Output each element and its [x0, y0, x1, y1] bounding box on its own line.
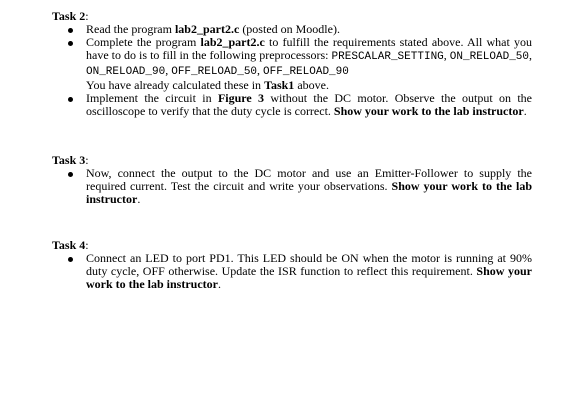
task-2-bullet-3 — [52, 92, 532, 118]
task-2-bullet-3-show-work: Show your work to the lab instructor — [333, 104, 524, 118]
task-3-bullet-1 — [52, 167, 532, 206]
macro-off-reload-90: OFF_RELOAD_90 — [263, 66, 349, 78]
task-2-bullet-2-file: lab2_part2.c — [200, 35, 265, 49]
task-2-bullet-1-post: (posted on Moodle). — [239, 22, 340, 36]
task-2-bullet-2 — [52, 36, 532, 92]
task-4-bullet-1-pre: Connect an LED to port PD1. This LED should be ON when the motor is running at 90% duty cycle, OFF otherwise. Update the ISR function to reflect this requirement. — [86, 251, 532, 278]
task-2-sep-2: , — [529, 48, 533, 62]
task-4-bullet-1-post: . — [218, 277, 221, 291]
task-4-title-text: Task 4 — [52, 238, 86, 252]
bullet-icon — [68, 257, 73, 262]
task-2-title-text: Task 2 — [52, 9, 86, 23]
task-2-title-colon: : — [85, 9, 89, 23]
bullet-icon — [68, 97, 73, 102]
task-4-bullet-list — [52, 252, 532, 291]
task-2-bullet-2-pre: Complete the program — [86, 35, 201, 49]
task-2-bullet-list — [52, 23, 532, 118]
bullet-icon — [68, 28, 73, 33]
task-3-bullet-1-post: . — [137, 192, 141, 206]
macro-on-reload-50: ON_RELOAD_50 — [449, 51, 530, 63]
task-2-bullet-2-line2-post: above. — [294, 78, 329, 92]
task-4-title-colon: : — [85, 238, 89, 252]
task-2-sep-1: , — [443, 48, 450, 62]
task-2-sep-3: , — [165, 63, 172, 77]
task-2-bullet-2-task1-ref: Task1 — [264, 78, 295, 92]
task-2-bullet-3-mid: without the DC motor. Observe the output on the oscilloscope to verify that the duty cycle is correct. — [86, 91, 532, 118]
task-2-section — [52, 10, 532, 118]
task-2-bullet-3-figure-ref: Figure 3 — [217, 91, 265, 105]
task-3-title-colon: : — [85, 153, 89, 167]
task-3-bullet-list — [52, 167, 532, 206]
task-4-section — [52, 239, 532, 291]
task-2-bullet-2-mid: to fulfill the requirements stated above. All what you have to do is to fill in the following preprocessors: — [86, 35, 532, 62]
task-3-section — [52, 154, 532, 206]
task-3-title-text: Task 3 — [52, 153, 86, 167]
task-2-bullet-1-file: lab2_part2.c — [174, 22, 240, 36]
macro-prescalar-setting: PRESCALAR_SETTING — [331, 51, 444, 63]
task-2-bullet-2-line2-pre: You have already calculated these in — [86, 78, 265, 92]
bullet-icon — [68, 41, 73, 46]
task-2-bullet-3-pre: Implement the circuit in — [86, 91, 218, 105]
task-2-bullet-3-post: . — [523, 104, 527, 118]
task-2-sep-4: , — [257, 63, 264, 77]
task-3-bullet-1-show-work: Show your work to the lab instructor — [86, 179, 532, 206]
task-2-bullet-1-pre: Read the program — [86, 22, 175, 36]
task-4-bullet-1-show-work: Show your work to the lab instructor — [86, 264, 533, 291]
task-4-bullet-1 — [52, 252, 532, 291]
macro-off-reload-50: OFF_RELOAD_50 — [171, 66, 258, 78]
bullet-icon — [68, 172, 73, 177]
macro-on-reload-90: ON_RELOAD_90 — [86, 66, 166, 78]
task-3-bullet-1-pre: Now, connect the output to the DC motor and use an Emitter-Follower to supply the required current. Test the circuit and write your observations. — [86, 166, 532, 193]
